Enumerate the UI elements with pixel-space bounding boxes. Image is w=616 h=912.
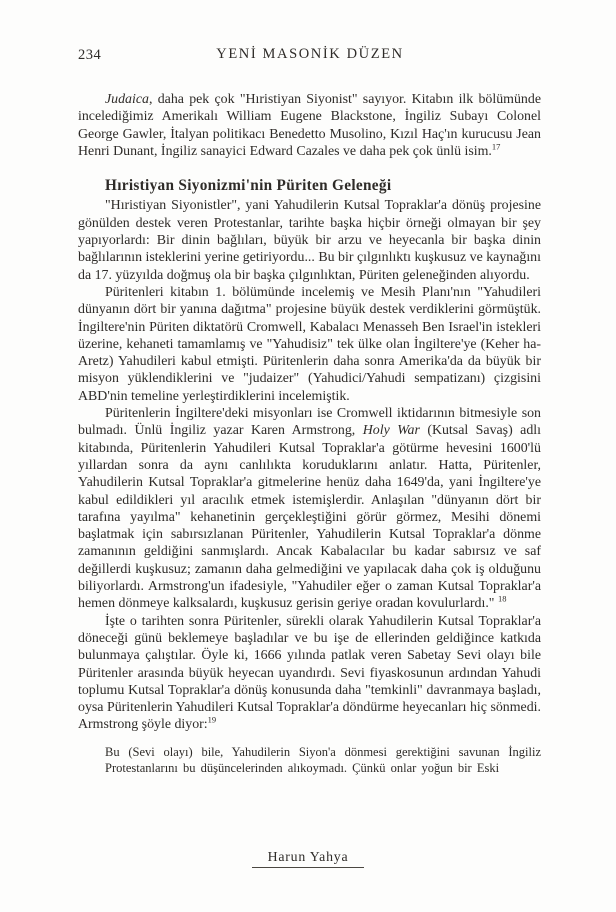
text-run: (Kutsal Savaş) adlı kitabında, Püritenlerin Yahudileri Kutsal Topraklar'a götürme hevesini 1600'lü yıllardan sonra da aynı canlılıkta koruduklarını anlatır. Hatta, Püritenler, Yahudilerin Kutsal Topraklar'a gitmelerine henüz daha 1649'da, yani İngiltere'ye kabul edildikleri yıl aracılık etmek istemişlerdir. Anlaşılan "dünyanın dört bir tarafına yayılma" kehanetinin gerçekleştiğini görür görmez, Mesihi dönemi başlatmak için sabırsızlanan Püritenler, Yahudilerin Kutsal Topraklar'a dönme zamanının geldiğini sanmışlardı. Ancak Kabalacılar bu kadar sabırsız ve saf değillerdi kuşkusuz; zamanın daha gelmediğini ve yapılacak daha çok iş olduğunu biliyorlardı. Armstrong'un ifadesiyle, "Yahudiler eğer o zaman Kutsal Topraklar'a hemen dönmeye kalksalardı, kuşkusuz gerisin geriye oradan kovulurlardı." (78, 423, 542, 612)
footnote-reference: 17 (491, 141, 501, 152)
block-quote: Bu (Sevi olayı) bile, Yahudilerin Siyon'a dönmesi gerektiğini savunan İngiliz Protestanlarını bu düşüncelerinden alıkoymadı. Çünkü onlar yoğun bir Eski (105, 744, 541, 776)
paragraph (78, 197, 541, 283)
running-head (78, 46, 542, 66)
footer-author: Harun Yahya (252, 849, 365, 868)
text-run: "Hıristiyan Siyonistler", yani Yahudilerin Kutsal Topraklar'a dönüş projesine gönülden destek veren Protestanlar, tarihte başka hiçbir örneği olmayan bir şey yapıyorlardı: Bir dinin bağlıları, büyük bir arzu ve heyecanla bir başka dinin bağlılarının isteklerini yerine getiriyordu... Bu bir çılgınlıktı kuşkusuz ve kaynağını da 17. yüzyılda doğmuş ola bir başka çılgınlıktan, Püriten geleneğinden alıyordu. (78, 198, 541, 283)
section-heading (78, 177, 541, 194)
paragraph (78, 91, 541, 160)
text-run: İşte o tarihten sonra Püritenler, sürekli olarak Yahudilerin Kutsal Topraklar'a döneceği günü beklemeye başladılar ve bu işe de ellerinden geldiğince katkıda bulunmaya çalıştılar. Öyle ki, 1666 yılında patlak veren Sabetay Sevi olayı bile Püritenler arasında büyük heyecan uyandırdı. Sevi fiyaskosunun ardından Yahudi toplumu Kutsal Topraklar'a dönüş konusunda daha "temkinli" davranmaya başladı, oysa Püritenlerin Yahudileri Kutsal Topraklar'a döndürme heyecanları hiç sönmedi. Armstrong şöyle diyor: (78, 613, 541, 733)
paragraph (78, 405, 541, 613)
page-number: 234 (78, 47, 102, 63)
footnote-reference: 18 (497, 593, 507, 604)
italic-text: Holy War (362, 423, 420, 439)
text-run: Püritenleri kitabın 1. bölümünde incelemiş ve Mesih Planı'nın "Yahudileri dünyanın dört bir yanına dağıtma" projesine büyük destek verdiklerini görmüştük. İngiltere'nin Püriten diktatörü Cromwell, Kabalacı Menasseh Ben Israel'in istekleri üzerine, kehaneti tamamlamış ve "Yahudisiz" tek ülke olan İngiltere'ye (Keher ha-Aretz) Yahudileri kabul etmişti. Püritenlerin daha sonra Amerika'da da büyük bir misyon yüklendiklerini ve "judaizer" (Yahudici/Yahudi sempatizanı) çizgisini ABD'nin temeline yerleştirdiklerini incelemiştik. (78, 284, 541, 404)
text-run: , daha pek çok "Hıristiyan Siyonist" sayıyor. Kitabın ilk bölümünde incelediğimiz Amerikalı William Eugene Blackstone, İngiliz Subayı Colonel George Gawler, İtalyan politikacı Benedetto Musolino, Kızıl Haç'ın kurucusu Jean Henri Dunant, İngiliz sanayici Edward Cazales ve daha pek çok ünlü isim. (78, 92, 541, 159)
text-run: Püritenlerin İngiltere'deki misyonları ise Cromwell iktidarının bitmesiyle son bulmadı. Ünlü İngiliz yazar Karen Armstrong, (78, 406, 541, 439)
paragraph (78, 284, 541, 405)
page-body (78, 91, 541, 777)
footnote-reference: 19 (207, 714, 217, 725)
running-header-title: YENİ MASONİK DÜZEN (216, 46, 404, 62)
italic-text: Judaica (105, 92, 149, 107)
text-run: Hıristiyan Siyonizmi'nin Püriten Geleneği (105, 177, 392, 195)
page-footer (0, 849, 616, 868)
paragraph (78, 613, 541, 734)
